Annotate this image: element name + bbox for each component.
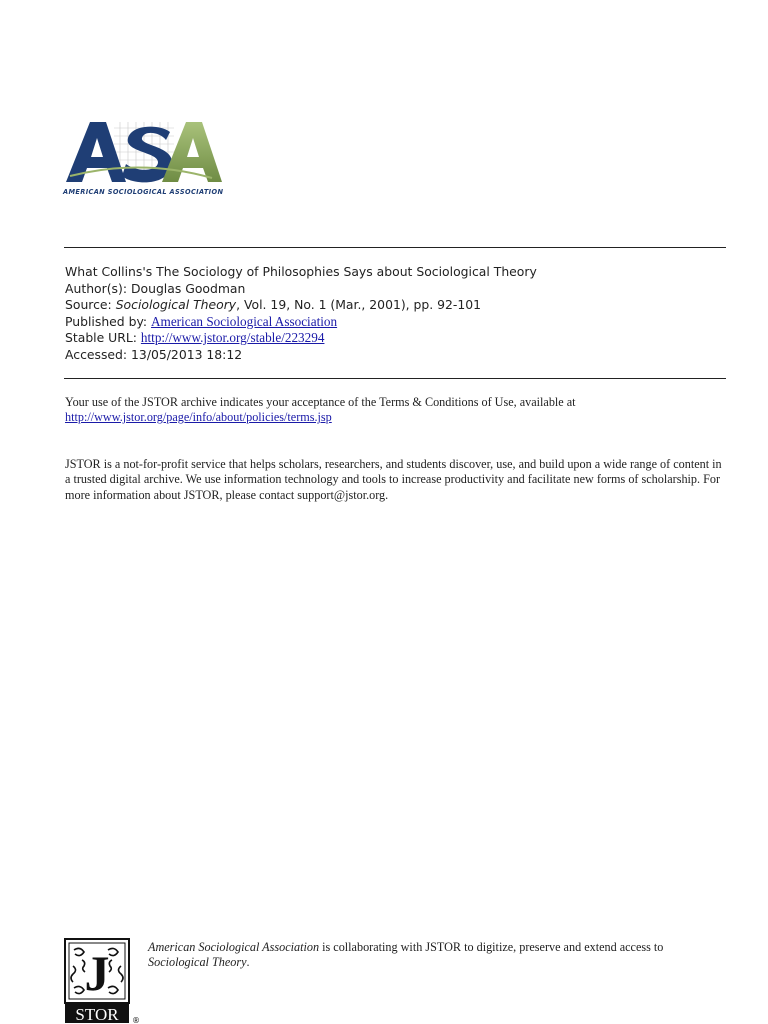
stable-url-label: Stable URL: — [65, 330, 137, 346]
asa-logo — [62, 118, 226, 200]
publisher-line — [65, 314, 725, 331]
source-journal: Sociological Theory — [115, 297, 237, 313]
stable-url-line — [65, 330, 725, 347]
collaboration-note — [148, 940, 738, 969]
asa-org-name: AMERICAN SOCIOLOGICAL ASSOCIATION — [63, 188, 223, 196]
source-line — [65, 297, 725, 314]
source-label: Source: — [65, 297, 112, 313]
stable-url-link[interactable]: http://www.jstor.org/stable/223294 — [140, 330, 325, 346]
jstor-j-letter: J — [84, 945, 110, 1001]
published-label: Published by: — [65, 313, 148, 329]
article-title: What Collins's The Sociology of Philosophies Says about Sociological Theory — [65, 264, 537, 279]
author-name: Douglas Goodman — [130, 280, 246, 296]
terms-paragraph — [65, 395, 730, 426]
top-divider — [64, 247, 726, 248]
terms-text: Your use of the JSTOR archive indicates your acceptance of the Terms & Conditions of Use, available at — [65, 395, 576, 409]
collab-line-1 — [148, 940, 738, 955]
author-line — [65, 281, 725, 298]
registered-mark: ® — [132, 1016, 140, 1024]
collab-publisher: American Sociological Association — [148, 940, 320, 954]
collab-journal: Sociological Theory — [148, 954, 247, 969]
about-paragraph: JSTOR is a not-for-profit service that helps scholars, researchers, and students discover, use, and build upon a wide range of content in a trusted digital archive. We use information technology and tools to increase productivity and facilitate new forms of scholarship. For more information about JSTOR, please contact support@jstor.org. — [65, 457, 722, 502]
publisher-link[interactable]: American Sociological Association — [151, 313, 338, 329]
accessed-line — [65, 347, 725, 364]
author-label: Author(s): — [65, 280, 128, 296]
terms-link[interactable]: http://www.jstor.org/page/info/about/policies/terms.jsp — [65, 410, 332, 425]
citation-block — [65, 264, 725, 364]
middle-divider — [64, 378, 726, 379]
accessed-date: 13/05/2013 18:12 — [131, 346, 243, 362]
collab-journal-suffix: . — [246, 954, 250, 969]
collab-text: is collaborating with JSTOR to digitize, preserve and extend access to — [319, 940, 664, 954]
jstor-logo — [64, 938, 144, 1024]
source-details: , Vol. 19, No. 1 (Mar., 2001), pp. 92-101 — [236, 297, 482, 313]
collab-line-2 — [148, 955, 738, 970]
accessed-label: Accessed: — [65, 346, 128, 362]
jstor-wordmark: STOR — [75, 1005, 119, 1024]
